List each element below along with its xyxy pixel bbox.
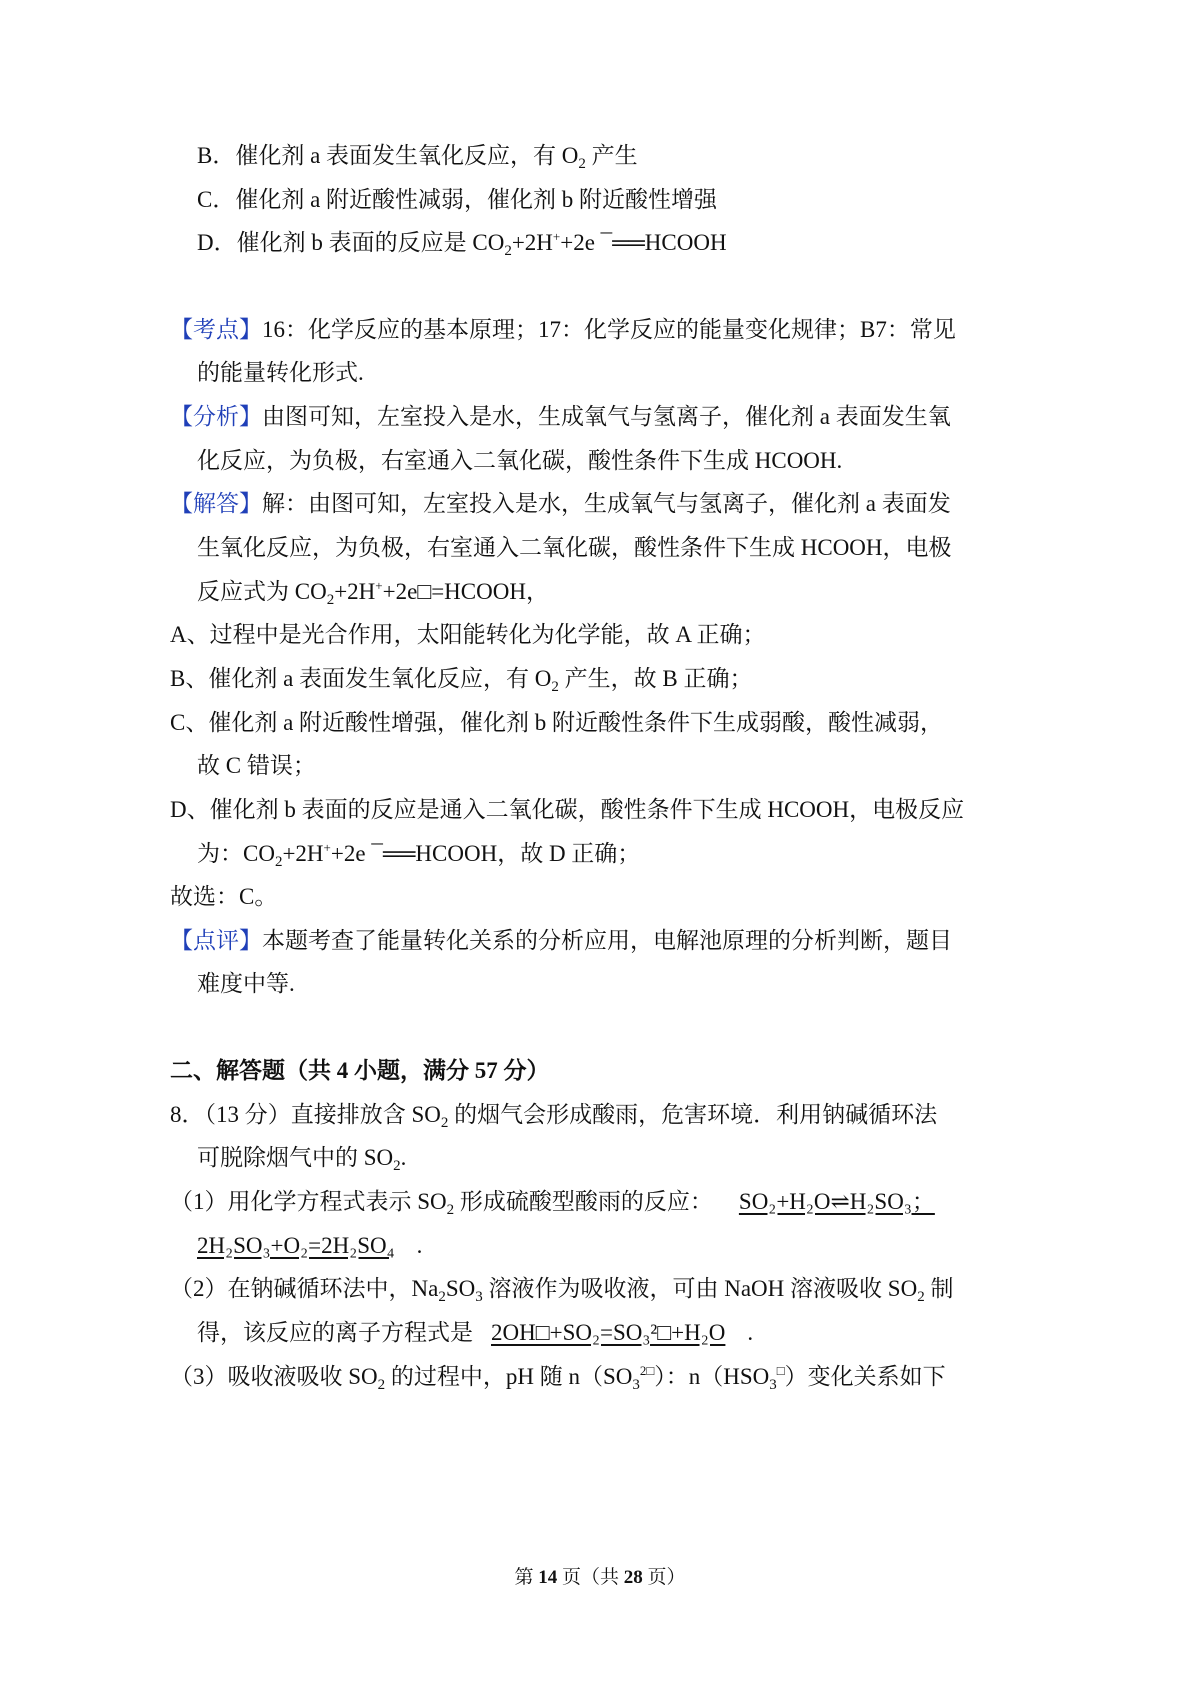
jieda-line3: 反应式为 $CO_2+2H^++2e□=HCOOH$，	[197, 578, 549, 608]
q8-part2-line2: 得，该反应的离子方程式是 2OH□+SO₂=SO₃²□+H₂O .	[197, 1320, 754, 1345]
q8-part1-line1: （1）用化学方程式表示 $SO_2$ 形成硫酸型酸雨的反应： SO₂+H₂O⇌H₂SO₃；	[170, 1189, 935, 1218]
dianping-line1: 【点评】本题考查了能量转化关系的分析应用，电解池原理的分析判断，题目	[170, 928, 952, 953]
option-b: B．催化剂 a 表面发生氧化反应，有 $O_2$ 产生	[197, 143, 638, 172]
jieda-c2: 故 C 错误；	[197, 753, 316, 778]
jieda-choice: 故选：C。	[170, 884, 278, 909]
q8-part1-answer1: SO₂+H₂O⇌H₂SO₃；	[738, 1189, 935, 1214]
jieda-c1: C、催化剂 a 附近酸性增强，催化剂 b 附近酸性条件下生成弱酸，酸性减弱，	[170, 710, 944, 735]
q8-part1-line2: 2H₂SO₃+O₂=2H₂SO₄ .	[197, 1233, 423, 1258]
jieda-line2: 生氧化反应，为负极，右室通入二氧化碳，酸性条件下生成 HCOOH，电极	[197, 535, 952, 560]
fenxi-line1: 【分析】由图可知，左室投入是水，生成氧气与氢离子，催化剂 a 表面发生氧	[170, 404, 951, 429]
dianping-tag: 【点评】	[170, 928, 262, 953]
q8-line1: 8．（13 分）直接排放含 $SO_2$ 的烟气会形成酸雨，危害环境．利用钠碱循环法	[170, 1102, 938, 1131]
kaodian-line1: 【考点】16：化学反应的基本原理；17：化学反应的能量变化规律；B7：常见	[170, 317, 956, 342]
jieda-a: A、过程中是光合作用，太阳能转化为化学能，故 A 正确；	[170, 622, 766, 647]
jieda-d2: 为：$CO_2+2H^++2e$ ¯══HCOOH，故 D 正确；	[197, 840, 641, 870]
option-d: D．催化剂 b 表面的反应是 $CO_2+2H^++2e$ ¯══HCOOH	[197, 229, 727, 259]
fenxi-tag: 【分析】	[170, 404, 262, 429]
page-number: 14	[538, 1567, 558, 1588]
kaodian-line2: 的能量转化形式.	[197, 360, 364, 385]
q8-line2: 可脱除烟气中的 $SO_2$.	[197, 1145, 407, 1174]
page-footer: 第 14 页（共 28 页）	[514, 1567, 686, 1588]
jieda-b: B、催化剂 a 表面发生氧化反应，有 $O_2$ 产生，故 B 正确；	[170, 666, 753, 695]
dianping-line2: 难度中等.	[197, 971, 295, 996]
q8-part3-line1: （3）吸收液吸收 $SO_2$ 的过程中，pH 随 $n(SO_3^{2□})$：$n(HSO_3^□)$变化关系如下	[170, 1363, 946, 1393]
q8-part2-line1: （2）在钠碱循环法中，$Na_2SO_3$ 溶液作为吸收液，可由 NaOH 溶液吸收 $SO_2$ 制	[170, 1276, 954, 1305]
jieda-line1: 【解答】解：由图可知，左室投入是水，生成氧气与氢离子，催化剂 a 表面发	[170, 491, 951, 516]
section-title: 二、解答题（共 4 小题，满分 57 分）	[170, 1058, 550, 1083]
q8-part1-answer2: 2H₂SO₃+O₂=2H₂SO₄	[197, 1233, 395, 1258]
option-c: C．催化剂 a 附近酸性减弱，催化剂 b 附近酸性增强	[197, 187, 718, 212]
kaodian-tag: 【考点】	[170, 317, 262, 342]
jieda-d1: D、催化剂 b 表面的反应是通入二氧化碳，酸性条件下生成 HCOOH，电极反应	[170, 797, 965, 822]
total-pages: 28	[623, 1567, 643, 1588]
q8-part2-answer: 2OH□+SO₂=SO₃²□+H₂O	[491, 1320, 726, 1345]
fenxi-line2: 化反应，为负极，右室通入二氧化碳，酸性条件下生成 HCOOH.	[197, 448, 843, 473]
jieda-tag: 【解答】	[170, 491, 262, 516]
